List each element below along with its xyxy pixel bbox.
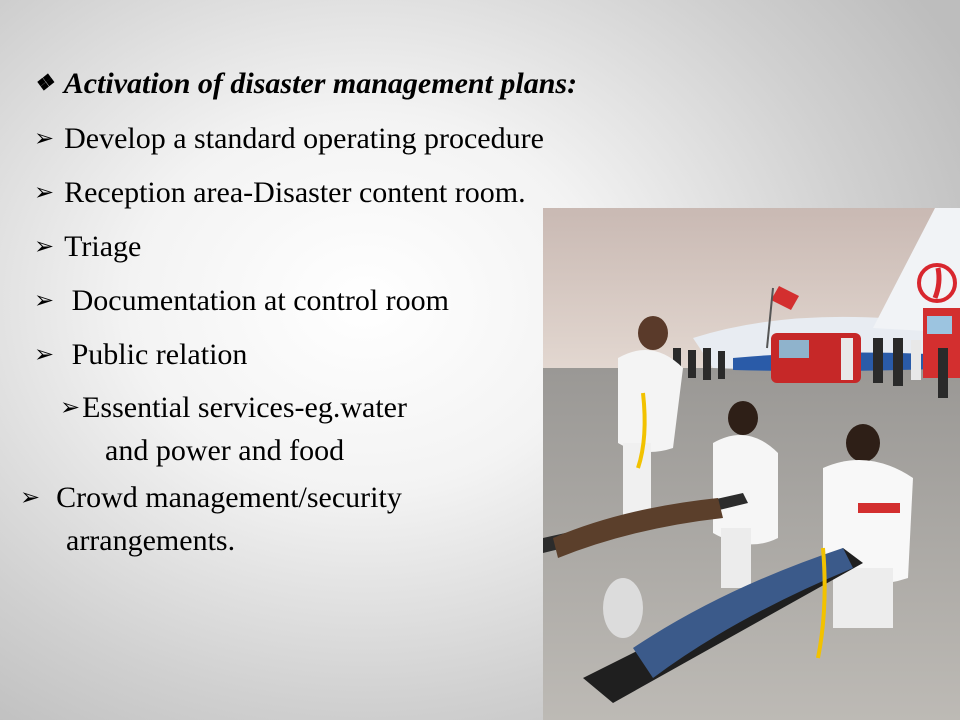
- arrow-bullet-icon: ➢: [60, 393, 81, 421]
- airport-first-aid-photo: [543, 208, 960, 720]
- bullet-text: Crowd management/security: [56, 481, 402, 514]
- arrow-bullet-icon: ➢: [20, 483, 41, 511]
- bullet-item: [34, 175, 526, 210]
- bullet-item: [34, 121, 544, 156]
- arrow-bullet-icon: ➢: [34, 232, 55, 260]
- diamond-bullet-icon: ❖: [34, 70, 54, 95]
- arrow-bullet-icon: ➢: [34, 286, 55, 314]
- bullet-text: Reception area-Disaster content room.: [64, 176, 526, 209]
- bullet-continuation: arrangements.: [66, 524, 236, 557]
- bullet-text: Develop a standard operating procedure: [64, 122, 544, 155]
- bullet-item: [60, 390, 407, 425]
- bullet-continuation: and power and food: [105, 434, 345, 467]
- bullet-item: [20, 480, 402, 515]
- bullet-text: Essential services-eg.water: [82, 391, 407, 424]
- arrow-bullet-icon: ➢: [34, 178, 55, 206]
- arrow-bullet-icon: ➢: [34, 124, 55, 152]
- bullet-text: Triage: [64, 230, 142, 263]
- bullet-item: [34, 283, 449, 318]
- bullet-text: Documentation at control room: [64, 284, 450, 317]
- arrow-bullet-icon: ➢: [34, 340, 55, 368]
- slide-heading: [34, 66, 577, 101]
- bullet-item: [34, 337, 247, 372]
- bullet-text: Public relation: [64, 338, 248, 371]
- heading-text: Activation of disaster management plans:: [63, 67, 578, 100]
- bullet-item: [34, 229, 141, 264]
